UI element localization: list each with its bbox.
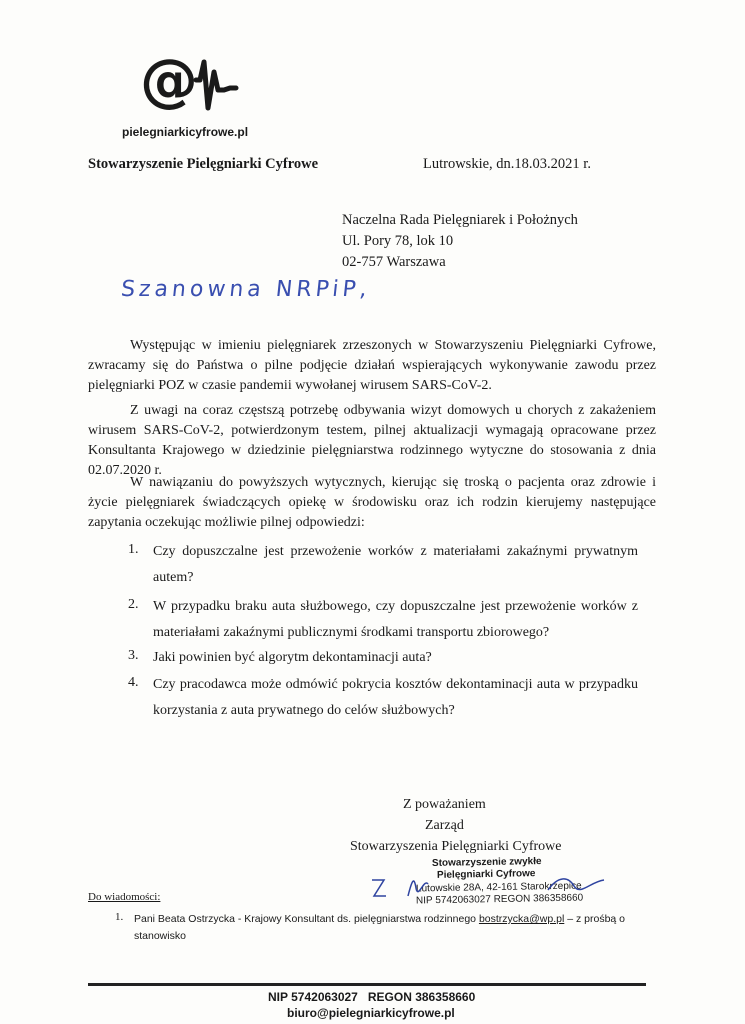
- question-text: Jaki powinien być algorytm dekontaminacji auta?: [153, 650, 432, 665]
- recipient-city: 02-757 Warszawa: [342, 254, 446, 270]
- place-date: Lutrowskie, dn.18.03.2021 r.: [423, 156, 591, 172]
- handwritten-signature: [368, 866, 608, 906]
- logo-icon: [138, 50, 248, 120]
- question-number: 4.: [128, 675, 139, 690]
- question-number: 1.: [128, 542, 139, 557]
- stamp-line-4: NIP 5742063027 REGON 386358660: [415, 892, 584, 907]
- footer-nip-regon: NIP 5742063027 REGON 386358660: [268, 990, 476, 1004]
- logo-text: pielegniarkicyfrowe.pl: [122, 125, 249, 139]
- paragraph-2: [88, 401, 656, 481]
- closing-board: Zarząd: [425, 818, 464, 833]
- question-text: Czy pracodawca może odmówić pokrycia kosztów dekontaminacji auta w przypadku korzystania z auta prywatnego do celów służbowych?: [153, 677, 638, 718]
- paragraph-3-text: W nawiązaniu do powyższych wytycznych, kierując się troską o pacjenta oraz zdrowie i życie pielęgniarek świadczących opiekę w środowisku oraz ich rodzin kierujemy następujące zapytania oczekując możliwie pilnej odpowiedzi:: [88, 475, 656, 530]
- stamp-line-2: Pielęgniarki Cyfrowe: [436, 868, 536, 881]
- cc-email-link[interactable]: bostrzycka@wp.pl: [478, 913, 565, 925]
- sender-organization: Stowarzyszenie Pielęgniarki Cyfrowe: [88, 156, 319, 172]
- closing-regards: Z poważaniem: [403, 797, 486, 812]
- paragraph-1-text: Występując w imieniu pielęgniarek zrzeszonych w Stowarzyszeniu Pielęgniarki Cyfrowe, zwracamy się do Państwa o pilne podjęcie działań wspierających wykonywanie zawodu przez pielęgniarki POZ w czasie pandemii wywołanej wirusem SARS-CoV-2.: [88, 338, 656, 393]
- paragraph-2-text: Z uwagi na coraz częstszą potrzebę odbywania wizyt domowych u chorych z zakażeniem wirusem SARS-CoV-2, potwierdzonym testem, pilnej aktualizacji wymagają opracowane przez Konsultanta Krajowego w dziedzinie pielęgniarstwa rodzinnego wytyczne do stosowania z dnia 02.07.2020 r.: [88, 403, 656, 478]
- question-text: W przypadku braku auta służbowego, czy dopuszczalne jest przewożenie worków z materiałami zakaźnymi publicznymi środkami transportu zbiorowego?: [153, 599, 638, 640]
- paragraph-3: [88, 473, 656, 533]
- stamp-line-3: Lutowskie 28A, 42-161 Starokrzepice: [415, 880, 582, 895]
- closing-organization: Stowarzyszenia Pielęgniarki Cyfrowe: [350, 839, 562, 854]
- question-number: 2.: [128, 597, 139, 612]
- cc-suffix: – z prośbą o stanowisko: [134, 913, 626, 942]
- paragraph-1: [88, 336, 656, 396]
- recipient-name: Naczelna Rada Pielęgniarek i Położnych: [342, 212, 578, 228]
- stamp-line-1: Stowarzyszenie zwykłe: [431, 856, 542, 869]
- cc-label: Do wiadomości:: [88, 891, 161, 903]
- question-text: Czy dopuszczalne jest przewożenie worków z materiałami zakaźnymi prywatnym autem?: [153, 544, 638, 585]
- cc-number: 1.: [115, 911, 124, 923]
- handwritten-salutation: Szanowna NRPiP,: [119, 277, 373, 302]
- cc-recipient: [134, 911, 639, 945]
- footer-email: biuro@pielegniarkicyfrowe.pl: [287, 1006, 455, 1020]
- footer-divider: [88, 983, 646, 986]
- question-number: 3.: [128, 648, 139, 663]
- cc-recipient-text: Pani Beata Ostrzycka - Krajowy Konsultant ds. pielęgniarstwa rodzinnego: [134, 913, 477, 925]
- logo-at-symbol: @: [140, 50, 198, 114]
- recipient-street: Ul. Pory 78, lok 10: [342, 233, 454, 249]
